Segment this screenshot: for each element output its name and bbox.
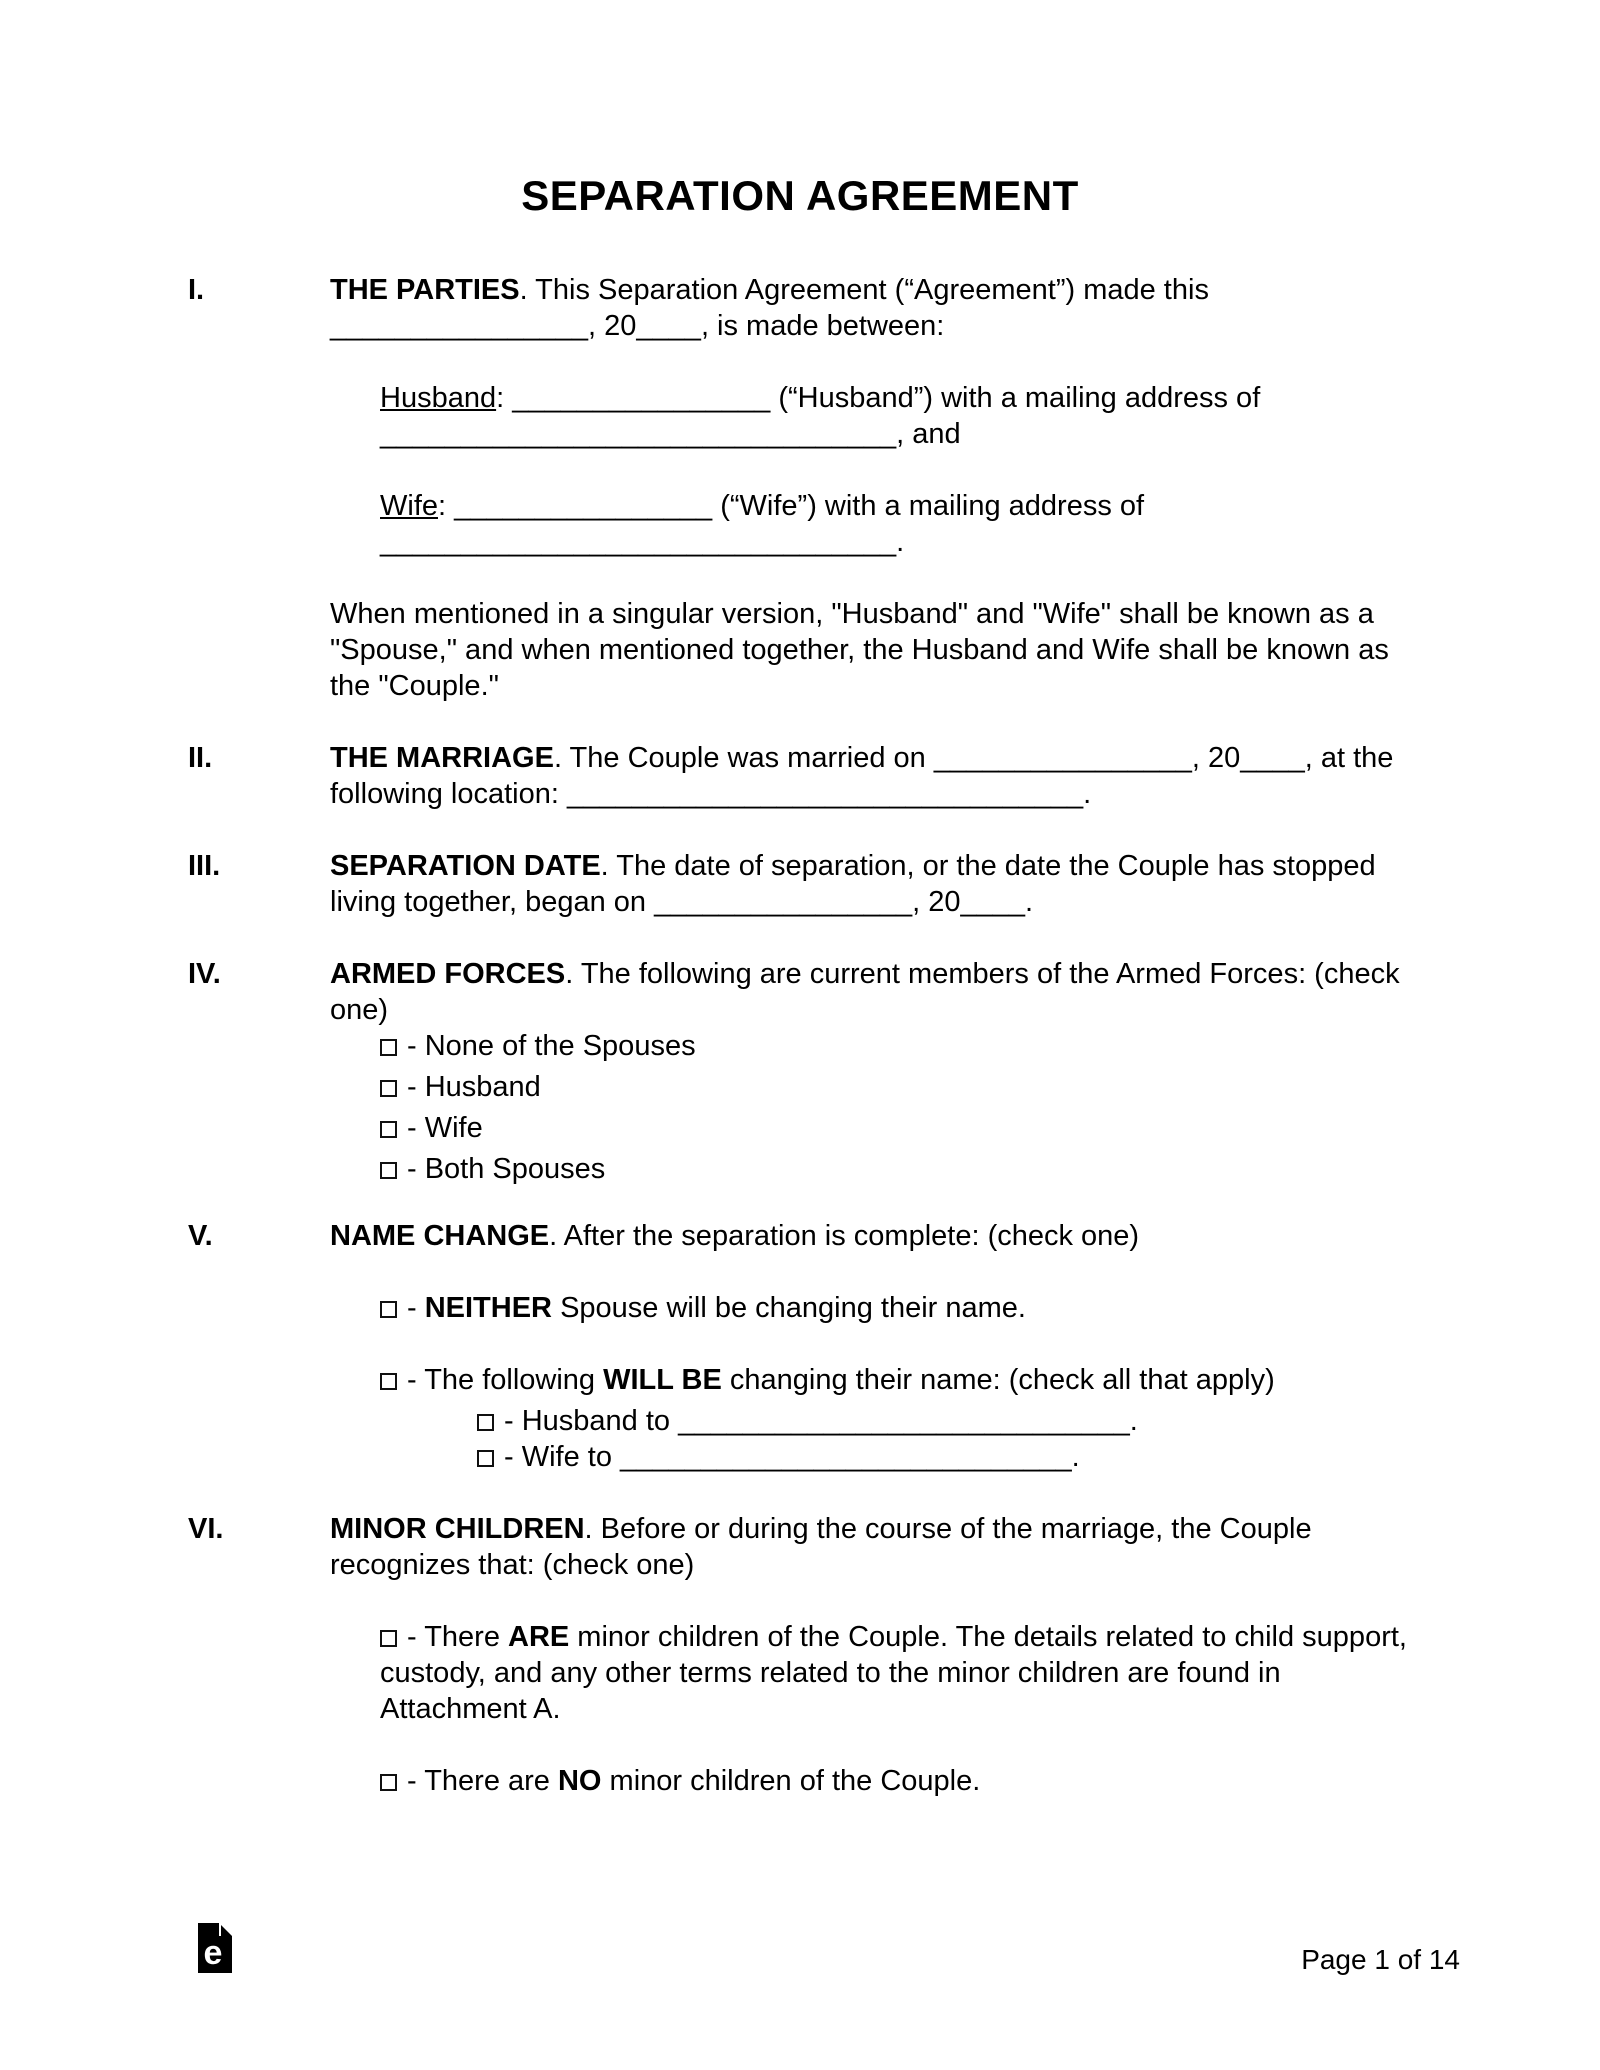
section-intro-paragraph [330,740,1412,812]
wife-clause [380,488,1412,560]
checkbox-item-neither-name-change [380,1290,1412,1326]
section-intro-paragraph [330,956,1412,1028]
section-numeral: II. [188,742,213,774]
checkbox-icon[interactable] [380,1080,397,1097]
husband-label: Husband [380,382,497,414]
husband-clause [380,380,1412,452]
checkbox-item-none-of-spouses [380,1028,1412,1064]
checkbox-icon[interactable] [380,1630,397,1647]
checkbox-label: - Wife to ____________________________. [504,1441,1080,1473]
checkbox-icon[interactable] [380,1774,397,1791]
husband-text: : ________________ (“Husband”) with a mailing address of ________________________________, and [380,382,1261,450]
section-intro-text: . The Couple was married on ________________, 20____, at the following location: ________________________________. [330,742,1394,810]
section-heading: THE MARRIAGE [330,742,554,774]
section-armed-forces [188,956,1412,1218]
document-page-icon [198,1923,232,1973]
page-number: Page 1 of 14 [1301,1944,1460,1975]
section-heading: ARMED FORCES [330,958,566,990]
section-heading: THE PARTIES [330,274,520,306]
section-intro-text: . This Separation Agreement (“Agreement”) made this ________________, 20____, is made between: [330,274,1209,342]
checkbox-item-both-spouses [380,1151,1412,1187]
checkbox-item-will-be-changing [380,1362,1412,1398]
wife-text: : ________________ (“Wife”) with a mailing address of ________________________________. [380,490,1145,558]
section-intro-text: . The following are current members of the Armed Forces: (check one) [330,958,1400,1026]
checkbox-item-husband-new-name [477,1403,1412,1439]
checkbox-label: - Husband [407,1071,541,1103]
section-minor-children [188,1511,1412,1799]
checkbox-label: - The following WILL BE changing their name: (check all that apply) [407,1364,1275,1396]
section-intro-paragraph [330,1511,1412,1583]
logo-letter: e [203,1934,223,1972]
checkbox-label: - There are NO minor children of the Couple. [407,1765,981,1797]
section-the-marriage [188,740,1412,848]
section-numeral: I. [188,274,205,306]
checkbox-label: - Both Spouses [407,1153,606,1185]
eforms-logo [198,1923,232,1982]
checkbox-item-no-minor-children [380,1763,1412,1799]
checkbox-item-husband [380,1069,1412,1105]
section-numeral: V. [188,1220,213,1252]
spouse-definition-paragraph: When mentioned in a singular version, "Husband" and "Wife" shall be known as a "Spouse," and when mentioned together, the Husband and Wife shall be known as the "Couple." [330,598,1389,702]
wife-label: Wife [380,490,438,522]
checkbox-item-wife [380,1110,1412,1146]
checkbox-icon[interactable] [380,1039,397,1056]
section-separation-date [188,848,1412,956]
section-the-parties [188,272,1412,740]
checkbox-icon[interactable] [477,1414,494,1431]
section-intro-paragraph [330,1218,1412,1254]
section-intro-text: . Before or during the course of the marriage, the Couple recognizes that: (check one) [330,1513,1312,1581]
section-heading: SEPARATION DATE [330,850,601,882]
checkbox-item-are-minor-children [380,1619,1412,1727]
section-name-change [188,1218,1412,1511]
checkbox-label: - Wife [407,1112,483,1144]
section-numeral: IV. [188,958,221,990]
section-numeral: VI. [188,1513,224,1545]
checkbox-label: - NEITHER Spouse will be changing their name. [407,1292,1026,1324]
document-title: SEPARATION AGREEMENT [521,172,1079,219]
section-numeral: III. [188,850,221,882]
section-heading: MINOR CHILDREN [330,1513,585,1545]
section-intro-text: . After the separation is complete: (check one) [549,1220,1140,1252]
checkbox-icon[interactable] [477,1450,494,1467]
section-heading: NAME CHANGE [330,1220,550,1252]
checkbox-icon[interactable] [380,1373,397,1390]
checkbox-label: - None of the Spouses [407,1030,696,1062]
checkbox-label: - There ARE minor children of the Couple. The details related to child support, custody, and any other terms related to the minor children are found in Attachment A. [380,1621,1407,1725]
section-intro-paragraph [330,272,1412,344]
checkbox-icon[interactable] [380,1301,397,1318]
section-intro-paragraph [330,848,1412,920]
checkbox-label: - Husband to ____________________________. [504,1405,1138,1437]
section-intro-text: . The date of separation, or the date the Couple has stopped living together, began on ________________, 20____. [330,850,1376,918]
checkbox-icon[interactable] [380,1162,397,1179]
checkbox-item-wife-new-name [477,1439,1412,1475]
checkbox-icon[interactable] [380,1121,397,1138]
